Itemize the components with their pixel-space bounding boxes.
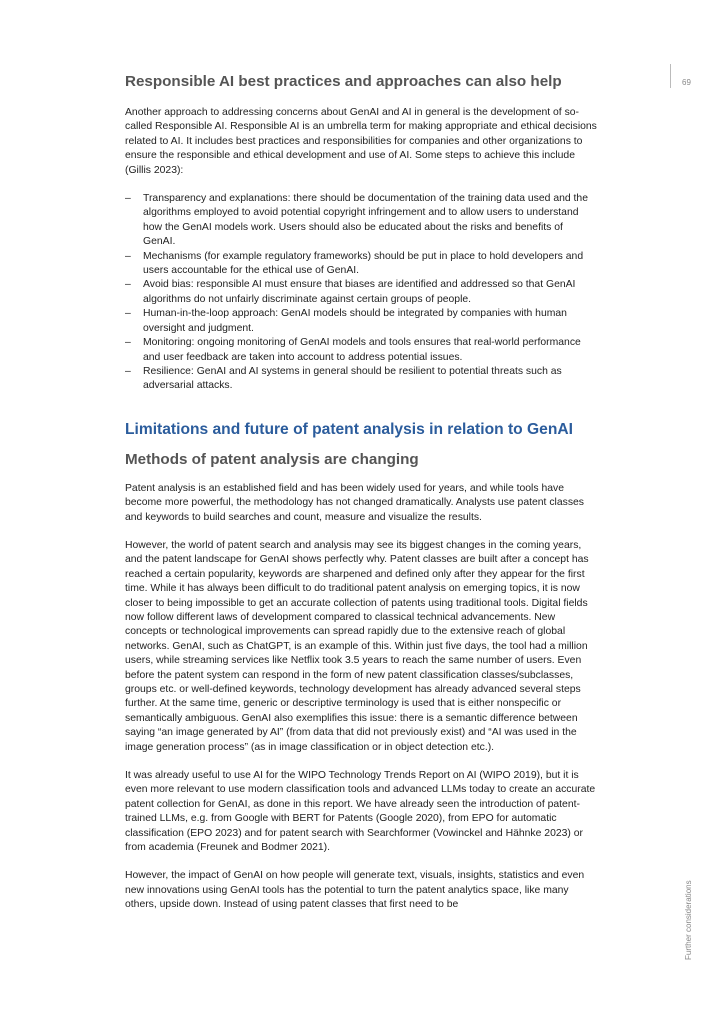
list-dash: – <box>125 308 131 320</box>
responsible-ai-steps-list <box>125 192 597 394</box>
list-item-text: Resilience: GenAI and AI systems in general should be resilient to potential threats such as adversarial attacks. <box>143 365 562 392</box>
methods-paragraph-4: However, the impact of GenAI on how people will generate text, visuals, insights, statistics and even new innovations using GenAI tools has the potential to turn the patent analytics space, like many others, upside down. Instead of using patent classes that first need to be <box>125 870 585 911</box>
list-item-text: Transparency and explanations: there should be documentation of the training data used and the algorithms employed to avoid potential copyright infringement and to allow users to understand how the GenAI models work. Users should also be educated about the risks and benefits of GenAI. <box>143 193 588 248</box>
methods-paragraph-3: It was already useful to use AI for the WIPO Technology Trends Report on AI (WIPO 2019), but it is even more relevant to use modern classification tools and advanced LLMs today to create an accurate patent collection for GenAI, as done in this report. We have already seen the introduction of patent-trained LLMs, e.g. from Google with BERT for Patents (Google 2020), from EPO for automatic classification (EPO 2023) and for patent search with Searchformer (Vowinckel and Hähnke 2023) or from academia (Freunek and Bodmer 2021). <box>125 770 596 854</box>
list-item <box>125 336 597 365</box>
list-item <box>125 192 597 250</box>
methods-paragraph-1: Patent analysis is an established field and has been widely used for years, and while tools have become more powerful, the methodology has not changed dramatically. Analysts use patent classes and keywords to build searches and count, measure and visualize the results. <box>125 482 584 523</box>
list-item-text: Human-in-the-loop approach: GenAI models should be integrated by companies with human oversight and judgment. <box>143 308 567 334</box>
section-side-label: Further considerations <box>684 880 693 960</box>
list-item-text: Avoid bias: responsible AI must ensure that biases are identified and addressed so that GenAI algorithms do not unfairly discriminate against certain groups of people. <box>143 279 576 305</box>
page-content <box>125 60 597 913</box>
list-item-text: Mechanisms (for example regulatory frameworks) should be put in place to hold developers and users accountable for the ethical use of GenAI. <box>143 250 584 277</box>
section-heading-responsible-ai: Responsible AI best practices and approaches can also help <box>125 73 562 90</box>
list-dash: – <box>125 279 131 291</box>
list-dash: – <box>125 337 131 349</box>
list-dash: – <box>125 193 131 205</box>
responsible-ai-intro-paragraph: Another approach to addressing concerns about GenAI and AI in general is the development of so-called Responsible AI. Responsible AI is an umbrella term for making appropriate and ethical decisions related to AI. It includes best practices and responsibilities for companies and other organizations to ensure the responsible and ethical development and use of AI. Some steps to achieve this include (Gillis 2023): <box>125 107 597 176</box>
page-number-rule <box>670 64 671 88</box>
page-number: 69 <box>682 78 691 87</box>
list-dash: – <box>125 365 131 377</box>
list-item <box>125 365 597 394</box>
list-item <box>125 307 597 336</box>
list-item-text: Monitoring: ongoing monitoring of GenAI models and tools ensures that real-world performance and user feedback are taken into account to address potential issues. <box>143 337 581 363</box>
list-item <box>125 278 597 307</box>
subsection-heading-methods: Methods of patent analysis are changing <box>125 450 419 468</box>
methods-paragraph-2: However, the world of patent search and analysis may see its biggest changes in the coming years, and the patent landscape for GenAI shows perfectly why. Patent classes are built after a concept has reached a certain popularity, keywords are sharpened and defined only after they appear for the first time. While it has always been difficult to do traditional patent analysis on emerging topics, it is now closer to being impossible to get an accurate collection of patents using traditional tools. Digital fields now follow different laws of development compared to classical technical advancements. New concepts or technological improvements can spread rapidly due to the extensive reach of global networks. GenAI, such as ChatGPT, is an example of this. Within just five days, the tool had a million users, while streaming services like Netflix took 3.5 years to reach the same number of users. Even before the patent system can respond in the form of new patent classification classes/subclasses, groups etc. or well-defined keywords, technology development has already advanced several steps further. At the same time, generic or descriptive terminology is used that is either nonspecific or semantically ambiguous. GenAI also exemplifies this issue: there is a semantic difference between saying “an image generated by AI” (from data that did not previously exist) and “AI was used in the image generation process” (as in image classification or in object detection etc.). <box>125 539 589 753</box>
list-item <box>125 250 597 279</box>
section-heading-limitations: Limitations and future of patent analysis in relation to GenAI <box>125 420 573 438</box>
list-dash: – <box>125 250 131 262</box>
